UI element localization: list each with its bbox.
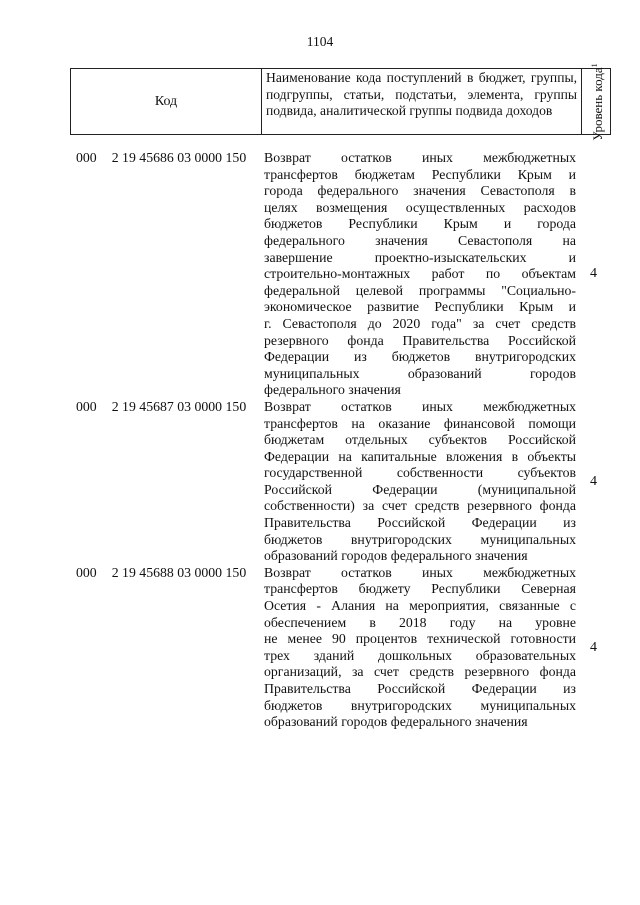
page-number: 1104 <box>306 34 334 49</box>
row-income-code: 2 19 45687 03 0000 150 <box>111 398 247 414</box>
header-code-cell: Код <box>71 69 262 134</box>
row-name-line: бюджетов внутригородских муниципальных <box>264 531 576 547</box>
row-name-line: собственности) за счет средств резервного фонда <box>264 498 576 514</box>
row-income-code: 2 19 45686 03 0000 150 <box>111 150 247 165</box>
header-level-cell <box>582 62 610 141</box>
row-name-line: образований городов федерального значения <box>264 548 528 564</box>
row-name-line: федерального значения <box>264 382 401 398</box>
table-header <box>70 62 611 141</box>
row-name-line: трансфертов бюджету Республики Северная <box>264 581 576 597</box>
row-name-line: Возврат остатков иных межбюджетных <box>264 150 576 165</box>
row-name-line: города федерального значения Севастополя в <box>264 183 576 199</box>
row-code <box>70 399 264 565</box>
row-admin-code: 000 <box>76 398 97 414</box>
header-name-cell: Наименование кода поступлений в бюджет, группы, подгруппы, статьи, подстатьи, элемента, группы подвида, аналитической группы подвида доходов <box>262 69 582 134</box>
row-name-line: образований городов федерального значения <box>264 714 528 730</box>
row-name-line: Российской Федерации (муниципальной <box>264 481 576 497</box>
row-admin-code: 000 <box>76 150 97 165</box>
row-name-line: трансфертов бюджетам Республики Крым и <box>264 166 576 182</box>
row-name-line: не менее 90 процентов технической готовности <box>264 631 576 647</box>
row-name-line: трансфертов на оказание финансовой помощи <box>264 415 576 431</box>
header-level-label <box>588 63 604 140</box>
table-row <box>70 150 611 399</box>
row-name-line: трех зданий дошкольных образовательных <box>264 647 576 663</box>
row-name-line: г. Севастополя до 2020 года" за счет средств <box>264 315 576 331</box>
header-level-text: Уровень кода <box>590 66 606 141</box>
header-level-footnote: 1 <box>589 62 599 67</box>
row-name-line: муниципальных образований городов <box>264 365 576 381</box>
table-row <box>70 399 611 565</box>
row-name-line: бюджетам отдельных субъектов Российской <box>264 432 576 448</box>
row-name <box>264 565 576 731</box>
row-name-line: Правительства Российской Федерации из <box>264 515 576 531</box>
row-name-line: Возврат остатков иных межбюджетных <box>264 398 576 414</box>
row-name-line: организаций, за счет средств резервного фонда <box>264 664 576 680</box>
row-name-line: государственной собственности субъектов <box>264 465 576 481</box>
row-name-line: резервного фонда Правительства Российской <box>264 332 576 348</box>
row-name-line: бюджетов внутригородских муниципальных <box>264 697 576 713</box>
row-name-line: целях возмещения осуществленных расходов <box>264 199 576 215</box>
row-name-line: Правительства Российской Федерации из <box>264 681 576 696</box>
row-code <box>70 150 264 399</box>
row-code <box>70 565 264 731</box>
row-income-code: 2 19 45688 03 0000 150 <box>111 564 247 580</box>
row-name-line: строительно-монтажных работ по объектам <box>264 266 576 282</box>
row-name <box>264 399 576 565</box>
row-name-line: Федерации на капитальные вложения в объекты <box>264 448 576 464</box>
row-level: 4 <box>590 639 597 655</box>
row-name-line: обеспечением в 2018 году на уровне <box>264 614 576 630</box>
row-name-line: экономическое развитие Республики Крым и <box>264 299 576 315</box>
row-name <box>264 150 576 399</box>
row-name-line: федеральной целевой программы "Социально- <box>264 282 576 298</box>
row-name-line: Возврат остатков иных межбюджетных <box>264 564 576 580</box>
table-row <box>70 565 611 731</box>
row-name-line: федерального значения Севастополя на <box>264 232 576 248</box>
row-name-line: Осетия - Алания на мероприятия, связанные с <box>264 598 576 614</box>
row-admin-code: 000 <box>76 564 97 580</box>
row-name-line: завершение проектно-изыскательских и <box>264 249 576 265</box>
table-body <box>70 150 611 731</box>
row-level: 4 <box>590 473 597 489</box>
row-level: 4 <box>590 266 597 282</box>
row-name-line: Федерации из бюджетов внутригородских <box>264 349 576 365</box>
row-name-line: бюджетов Республики Крым и города <box>264 216 576 232</box>
